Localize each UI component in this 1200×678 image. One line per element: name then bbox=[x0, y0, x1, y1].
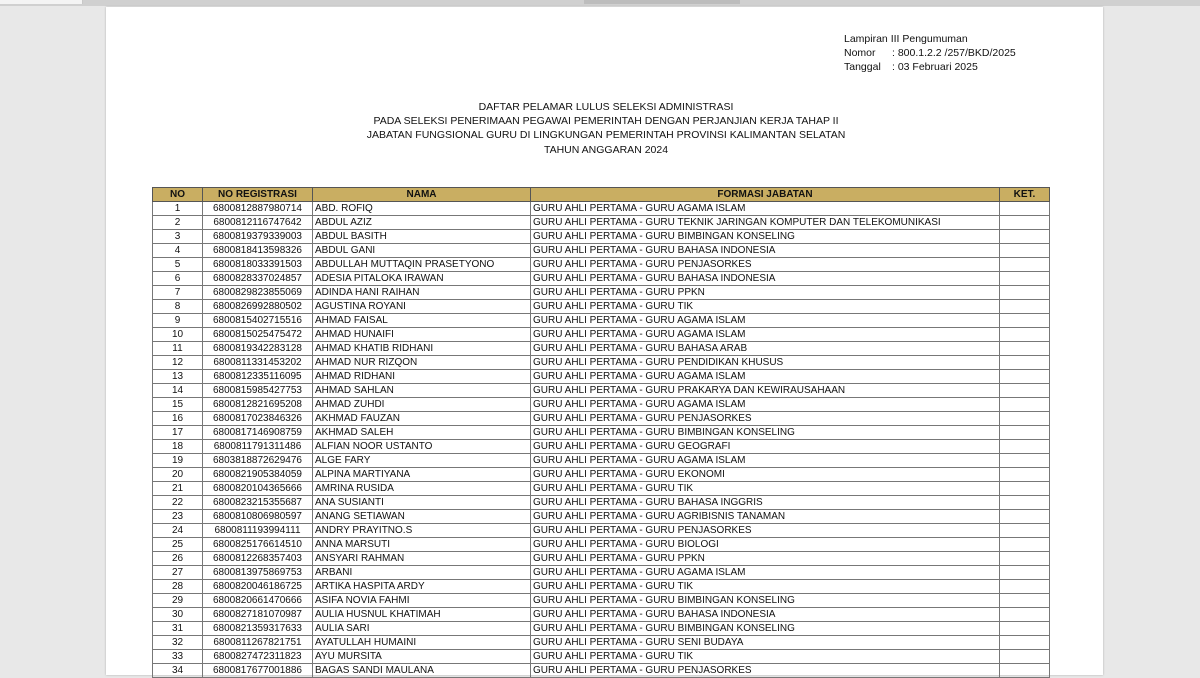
table-row bbox=[153, 440, 1050, 454]
table-row bbox=[153, 356, 1050, 370]
cell-ket bbox=[1000, 300, 1050, 314]
cell-formasi-jabatan: GURU AHLI PERTAMA - GURU AGAMA ISLAM bbox=[531, 454, 1000, 468]
cell-nama: ABDULLAH MUTTAQIN PRASETYONO bbox=[313, 258, 531, 272]
cell-ket bbox=[1000, 636, 1050, 650]
table-header-row bbox=[153, 188, 1050, 202]
cell-ket bbox=[1000, 496, 1050, 510]
nomor-label: Nomor bbox=[844, 47, 876, 59]
title-line-3: JABATAN FUNGSIONAL GURU DI LINGKUNGAN PEMERINTAH PROVINSI KALIMANTAN SELATAN bbox=[366, 129, 846, 142]
cell-no-registrasi: 6800815985427753 bbox=[203, 384, 313, 398]
document-page bbox=[106, 7, 1103, 675]
cell-formasi-jabatan: GURU AHLI PERTAMA - GURU BAHASA INDONESIA bbox=[531, 272, 1000, 286]
cell-no-registrasi: 6800815025475472 bbox=[203, 328, 313, 342]
cell-nama: AMRINA RUSIDA bbox=[313, 482, 531, 496]
table-row bbox=[153, 538, 1050, 552]
table-row bbox=[153, 230, 1050, 244]
cell-ket bbox=[1000, 664, 1050, 678]
cell-no: 16 bbox=[153, 412, 203, 426]
table-row bbox=[153, 552, 1050, 566]
cell-no: 5 bbox=[153, 258, 203, 272]
cell-no-registrasi: 6800821905384059 bbox=[203, 468, 313, 482]
cell-nama: ALFIAN NOOR USTANTO bbox=[313, 440, 531, 454]
cell-no: 10 bbox=[153, 328, 203, 342]
cell-no: 25 bbox=[153, 538, 203, 552]
cell-no: 33 bbox=[153, 650, 203, 664]
table-row bbox=[153, 566, 1050, 580]
cell-no-registrasi: 6800812335116095 bbox=[203, 370, 313, 384]
cell-no-registrasi: 6800821359317633 bbox=[203, 622, 313, 636]
cell-formasi-jabatan: GURU AHLI PERTAMA - GURU BAHASA INGGRIS bbox=[531, 496, 1000, 510]
cell-no: 27 bbox=[153, 566, 203, 580]
tanggal-value: : 03 Februari 2025 bbox=[892, 61, 978, 73]
cell-ket bbox=[1000, 230, 1050, 244]
cell-ket bbox=[1000, 594, 1050, 608]
cell-no: 9 bbox=[153, 314, 203, 328]
cell-ket bbox=[1000, 426, 1050, 440]
cell-no-registrasi: 6800819342283128 bbox=[203, 342, 313, 356]
cell-no: 23 bbox=[153, 510, 203, 524]
cell-no-registrasi: 6800812268357403 bbox=[203, 552, 313, 566]
cell-formasi-jabatan: GURU AHLI PERTAMA - GURU BIMBINGAN KONSELING bbox=[531, 426, 1000, 440]
cell-no: 2 bbox=[153, 216, 203, 230]
cell-ket bbox=[1000, 524, 1050, 538]
cell-nama: AHMAD HUNAIFI bbox=[313, 328, 531, 342]
cell-no: 6 bbox=[153, 272, 203, 286]
cell-no-registrasi: 6800820104365666 bbox=[203, 482, 313, 496]
cell-nama: ABDUL BASITH bbox=[313, 230, 531, 244]
cell-formasi-jabatan: GURU AHLI PERTAMA - GURU PPKN bbox=[531, 552, 1000, 566]
lampiran-line: Lampiran III Pengumuman bbox=[844, 33, 968, 45]
cell-no-registrasi: 6800817677001886 bbox=[203, 664, 313, 678]
cell-nama: ABD. ROFIQ bbox=[313, 202, 531, 216]
table-row bbox=[153, 272, 1050, 286]
cell-no-registrasi: 6800819379339003 bbox=[203, 230, 313, 244]
cell-no-registrasi: 6800818033391503 bbox=[203, 258, 313, 272]
table-row bbox=[153, 202, 1050, 216]
cell-no-registrasi: 6800811331453202 bbox=[203, 356, 313, 370]
cell-ket bbox=[1000, 608, 1050, 622]
table-row bbox=[153, 426, 1050, 440]
cell-formasi-jabatan: GURU AHLI PERTAMA - GURU BIMBINGAN KONSELING bbox=[531, 622, 1000, 636]
table-row bbox=[153, 650, 1050, 664]
cell-formasi-jabatan: GURU AHLI PERTAMA - GURU TIK bbox=[531, 482, 1000, 496]
cell-nama: ABDUL AZIZ bbox=[313, 216, 531, 230]
cell-formasi-jabatan: GURU AHLI PERTAMA - GURU BIMBINGAN KONSELING bbox=[531, 594, 1000, 608]
cell-no: 14 bbox=[153, 384, 203, 398]
cell-ket bbox=[1000, 552, 1050, 566]
table-row bbox=[153, 342, 1050, 356]
applicant-table bbox=[152, 187, 1050, 678]
cell-nama: ARBANI bbox=[313, 566, 531, 580]
cell-no-registrasi: 6800823215355687 bbox=[203, 496, 313, 510]
cell-nama: AHMAD FAISAL bbox=[313, 314, 531, 328]
cell-ket bbox=[1000, 258, 1050, 272]
table-row bbox=[153, 258, 1050, 272]
cell-nama: ANSYARI RAHMAN bbox=[313, 552, 531, 566]
table-row bbox=[153, 468, 1050, 482]
table-row bbox=[153, 216, 1050, 230]
cell-nama: AKHMAD FAUZAN bbox=[313, 412, 531, 426]
cell-nama: ALPINA MARTIYANA bbox=[313, 468, 531, 482]
cell-nama: ARTIKA HASPITA ARDY bbox=[313, 580, 531, 594]
title-line-4: TAHUN ANGGARAN 2024 bbox=[543, 143, 669, 156]
cell-no: 32 bbox=[153, 636, 203, 650]
cell-nama: AYATULLAH HUMAINI bbox=[313, 636, 531, 650]
cell-no-registrasi: 6800815402715516 bbox=[203, 314, 313, 328]
table-row bbox=[153, 300, 1050, 314]
table-row bbox=[153, 286, 1050, 300]
cell-ket bbox=[1000, 538, 1050, 552]
table-row bbox=[153, 524, 1050, 538]
cell-no: 28 bbox=[153, 580, 203, 594]
cell-formasi-jabatan: GURU AHLI PERTAMA - GURU AGAMA ISLAM bbox=[531, 566, 1000, 580]
cell-no-registrasi: 6800811193994111 bbox=[203, 524, 313, 538]
cell-no-registrasi: 6800818413598326 bbox=[203, 244, 313, 258]
cell-ket bbox=[1000, 412, 1050, 426]
cell-no: 17 bbox=[153, 426, 203, 440]
table-row bbox=[153, 328, 1050, 342]
cell-no: 15 bbox=[153, 398, 203, 412]
column-header-nama: NAMA bbox=[313, 188, 531, 202]
cell-no: 18 bbox=[153, 440, 203, 454]
cell-nama: ABDUL GANI bbox=[313, 244, 531, 258]
cell-formasi-jabatan: GURU AHLI PERTAMA - GURU BIMBINGAN KONSELING bbox=[531, 230, 1000, 244]
table-row bbox=[153, 244, 1050, 258]
cell-no-registrasi: 6800828337024857 bbox=[203, 272, 313, 286]
cell-formasi-jabatan: GURU AHLI PERTAMA - GURU AGAMA ISLAM bbox=[531, 398, 1000, 412]
cell-no-registrasi: 6800813975869753 bbox=[203, 566, 313, 580]
table-row bbox=[153, 314, 1050, 328]
cell-formasi-jabatan: GURU AHLI PERTAMA - GURU AGAMA ISLAM bbox=[531, 370, 1000, 384]
cell-nama: AULIA HUSNUL KHATIMAH bbox=[313, 608, 531, 622]
cell-formasi-jabatan: GURU AHLI PERTAMA - GURU PENJASORKES bbox=[531, 412, 1000, 426]
cell-no-registrasi: 6800812887980714 bbox=[203, 202, 313, 216]
cell-no: 12 bbox=[153, 356, 203, 370]
cell-nama: AGUSTINA ROYANI bbox=[313, 300, 531, 314]
cell-no: 20 bbox=[153, 468, 203, 482]
cell-ket bbox=[1000, 566, 1050, 580]
cell-formasi-jabatan: GURU AHLI PERTAMA - GURU PENJASORKES bbox=[531, 524, 1000, 538]
cell-no: 19 bbox=[153, 454, 203, 468]
cell-no-registrasi: 6800820661470666 bbox=[203, 594, 313, 608]
column-header-formasi-jabatan: FORMASI JABATAN bbox=[531, 188, 1000, 202]
table-row bbox=[153, 510, 1050, 524]
cell-no-registrasi: 6800829823855069 bbox=[203, 286, 313, 300]
cell-nama: AHMAD KHATIB RIDHANI bbox=[313, 342, 531, 356]
cell-ket bbox=[1000, 286, 1050, 300]
cell-nama: ANNA MARSUTI bbox=[313, 538, 531, 552]
cell-ket bbox=[1000, 454, 1050, 468]
scroll-indicator[interactable] bbox=[584, 0, 740, 4]
cell-formasi-jabatan: GURU AHLI PERTAMA - GURU AGAMA ISLAM bbox=[531, 328, 1000, 342]
cell-no-registrasi: 6800817023846326 bbox=[203, 412, 313, 426]
table-row bbox=[153, 482, 1050, 496]
cell-nama: ASIFA NOVIA FAHMI bbox=[313, 594, 531, 608]
cell-ket bbox=[1000, 468, 1050, 482]
cell-no-registrasi: 6800811791311486 bbox=[203, 440, 313, 454]
cell-ket bbox=[1000, 314, 1050, 328]
cell-formasi-jabatan: GURU AHLI PERTAMA - GURU AGAMA ISLAM bbox=[531, 202, 1000, 216]
cell-ket bbox=[1000, 398, 1050, 412]
cell-formasi-jabatan: GURU AHLI PERTAMA - GURU TIK bbox=[531, 650, 1000, 664]
cell-no-registrasi: 6800812821695208 bbox=[203, 398, 313, 412]
cell-nama: ANANG SETIAWAN bbox=[313, 510, 531, 524]
table-row bbox=[153, 496, 1050, 510]
table-row bbox=[153, 454, 1050, 468]
cell-formasi-jabatan: GURU AHLI PERTAMA - GURU AGAMA ISLAM bbox=[531, 314, 1000, 328]
cell-formasi-jabatan: GURU AHLI PERTAMA - GURU PENJASORKES bbox=[531, 258, 1000, 272]
table-row bbox=[153, 580, 1050, 594]
column-header-no: NO bbox=[153, 188, 203, 202]
tanggal-label: Tanggal bbox=[844, 61, 881, 73]
tanggal-line bbox=[844, 60, 1016, 74]
browser-top-bar bbox=[0, 0, 1200, 6]
column-header-no-registrasi: NO REGISTRASI bbox=[203, 188, 313, 202]
cell-no: 1 bbox=[153, 202, 203, 216]
cell-no: 13 bbox=[153, 370, 203, 384]
cell-formasi-jabatan: GURU AHLI PERTAMA - GURU EKONOMI bbox=[531, 468, 1000, 482]
cell-no: 21 bbox=[153, 482, 203, 496]
browser-tab[interactable] bbox=[0, 0, 83, 4]
cell-formasi-jabatan: GURU AHLI PERTAMA - GURU TIK bbox=[531, 580, 1000, 594]
cell-ket bbox=[1000, 328, 1050, 342]
cell-formasi-jabatan: GURU AHLI PERTAMA - GURU GEOGRAFI bbox=[531, 440, 1000, 454]
cell-ket bbox=[1000, 440, 1050, 454]
cell-nama: AHMAD SAHLAN bbox=[313, 384, 531, 398]
cell-no-registrasi: 6800810806980597 bbox=[203, 510, 313, 524]
cell-no-registrasi: 6800825176614510 bbox=[203, 538, 313, 552]
cell-ket bbox=[1000, 272, 1050, 286]
cell-ket bbox=[1000, 510, 1050, 524]
cell-no: 4 bbox=[153, 244, 203, 258]
cell-formasi-jabatan: GURU AHLI PERTAMA - GURU BAHASA INDONESIA bbox=[531, 608, 1000, 622]
cell-no: 26 bbox=[153, 552, 203, 566]
cell-no: 24 bbox=[153, 524, 203, 538]
cell-ket bbox=[1000, 580, 1050, 594]
column-header-ket: KET. bbox=[1000, 188, 1050, 202]
cell-ket bbox=[1000, 202, 1050, 216]
cell-ket bbox=[1000, 384, 1050, 398]
cell-nama: ADINDA HANI RAIHAN bbox=[313, 286, 531, 300]
cell-formasi-jabatan: GURU AHLI PERTAMA - GURU BAHASA ARAB bbox=[531, 342, 1000, 356]
cell-no: 29 bbox=[153, 594, 203, 608]
table-row bbox=[153, 622, 1050, 636]
cell-nama: ALGE FARY bbox=[313, 454, 531, 468]
cell-no: 31 bbox=[153, 622, 203, 636]
cell-nama: ANA SUSIANTI bbox=[313, 496, 531, 510]
table-row bbox=[153, 412, 1050, 426]
cell-formasi-jabatan: GURU AHLI PERTAMA - GURU BIOLOGI bbox=[531, 538, 1000, 552]
nomor-line bbox=[844, 46, 1016, 60]
cell-formasi-jabatan: GURU AHLI PERTAMA - GURU BAHASA INDONESIA bbox=[531, 244, 1000, 258]
cell-formasi-jabatan: GURU AHLI PERTAMA - GURU AGRIBISNIS TANAMAN bbox=[531, 510, 1000, 524]
cell-no-registrasi: 6800820046186725 bbox=[203, 580, 313, 594]
cell-no-registrasi: 6803818872629476 bbox=[203, 454, 313, 468]
cell-formasi-jabatan: GURU AHLI PERTAMA - GURU TIK bbox=[531, 300, 1000, 314]
cell-no-registrasi: 6800812116747642 bbox=[203, 216, 313, 230]
cell-no: 30 bbox=[153, 608, 203, 622]
cell-ket bbox=[1000, 650, 1050, 664]
cell-formasi-jabatan: GURU AHLI PERTAMA - GURU PRAKARYA DAN KEWIRAUSAHAAN bbox=[531, 384, 1000, 398]
table-row bbox=[153, 594, 1050, 608]
cell-no: 11 bbox=[153, 342, 203, 356]
title-line-2: PADA SELEKSI PENERIMAAN PEGAWAI PEMERINTAH DENGAN PERJANJIAN KERJA TAHAP II bbox=[373, 115, 839, 128]
cell-no-registrasi: 6800826992880502 bbox=[203, 300, 313, 314]
attachment-header bbox=[844, 32, 1016, 74]
cell-no-registrasi: 6800827472311823 bbox=[203, 650, 313, 664]
cell-ket bbox=[1000, 622, 1050, 636]
cell-nama: BAGAS SANDI MAULANA bbox=[313, 664, 531, 678]
table-row bbox=[153, 608, 1050, 622]
table-row bbox=[153, 398, 1050, 412]
cell-nama: ADESIA PITALOKA IRAWAN bbox=[313, 272, 531, 286]
cell-no: 3 bbox=[153, 230, 203, 244]
table-row bbox=[153, 370, 1050, 384]
cell-formasi-jabatan: GURU AHLI PERTAMA - GURU PPKN bbox=[531, 286, 1000, 300]
cell-ket bbox=[1000, 482, 1050, 496]
cell-no: 7 bbox=[153, 286, 203, 300]
cell-nama: ANDRY PRAYITNO.S bbox=[313, 524, 531, 538]
title-line-1: DAFTAR PELAMAR LULUS SELEKSI ADMINISTRASI bbox=[478, 101, 734, 113]
cell-no-registrasi: 6800827181070987 bbox=[203, 608, 313, 622]
cell-nama: AHMAD RIDHANI bbox=[313, 370, 531, 384]
cell-nama: AHMAD ZUHDI bbox=[313, 398, 531, 412]
table-row bbox=[153, 384, 1050, 398]
cell-no: 22 bbox=[153, 496, 203, 510]
cell-formasi-jabatan: GURU AHLI PERTAMA - GURU TEKNIK JARINGAN KOMPUTER DAN TELEKOMUNIKASI bbox=[531, 216, 1000, 230]
cell-ket bbox=[1000, 356, 1050, 370]
table-row bbox=[153, 636, 1050, 650]
cell-ket bbox=[1000, 342, 1050, 356]
cell-nama: AKHMAD SALEH bbox=[313, 426, 531, 440]
cell-no: 8 bbox=[153, 300, 203, 314]
cell-formasi-jabatan: GURU AHLI PERTAMA - GURU SENI BUDAYA bbox=[531, 636, 1000, 650]
cell-formasi-jabatan: GURU AHLI PERTAMA - GURU PENJASORKES bbox=[531, 664, 1000, 678]
cell-ket bbox=[1000, 244, 1050, 258]
cell-no-registrasi: 6800817146908759 bbox=[203, 426, 313, 440]
cell-nama: AHMAD NUR RIZQON bbox=[313, 356, 531, 370]
cell-ket bbox=[1000, 370, 1050, 384]
cell-nama: AYU MURSITA bbox=[313, 650, 531, 664]
cell-ket bbox=[1000, 216, 1050, 230]
nomor-value: : 800.1.2.2 /257/BKD/2025 bbox=[892, 47, 1016, 59]
cell-formasi-jabatan: GURU AHLI PERTAMA - GURU PENDIDIKAN KHUSUS bbox=[531, 356, 1000, 370]
cell-no-registrasi: 6800811267821751 bbox=[203, 636, 313, 650]
document-title bbox=[256, 100, 956, 157]
cell-nama: AULIA SARI bbox=[313, 622, 531, 636]
table-row bbox=[153, 664, 1050, 678]
cell-no: 34 bbox=[153, 664, 203, 678]
